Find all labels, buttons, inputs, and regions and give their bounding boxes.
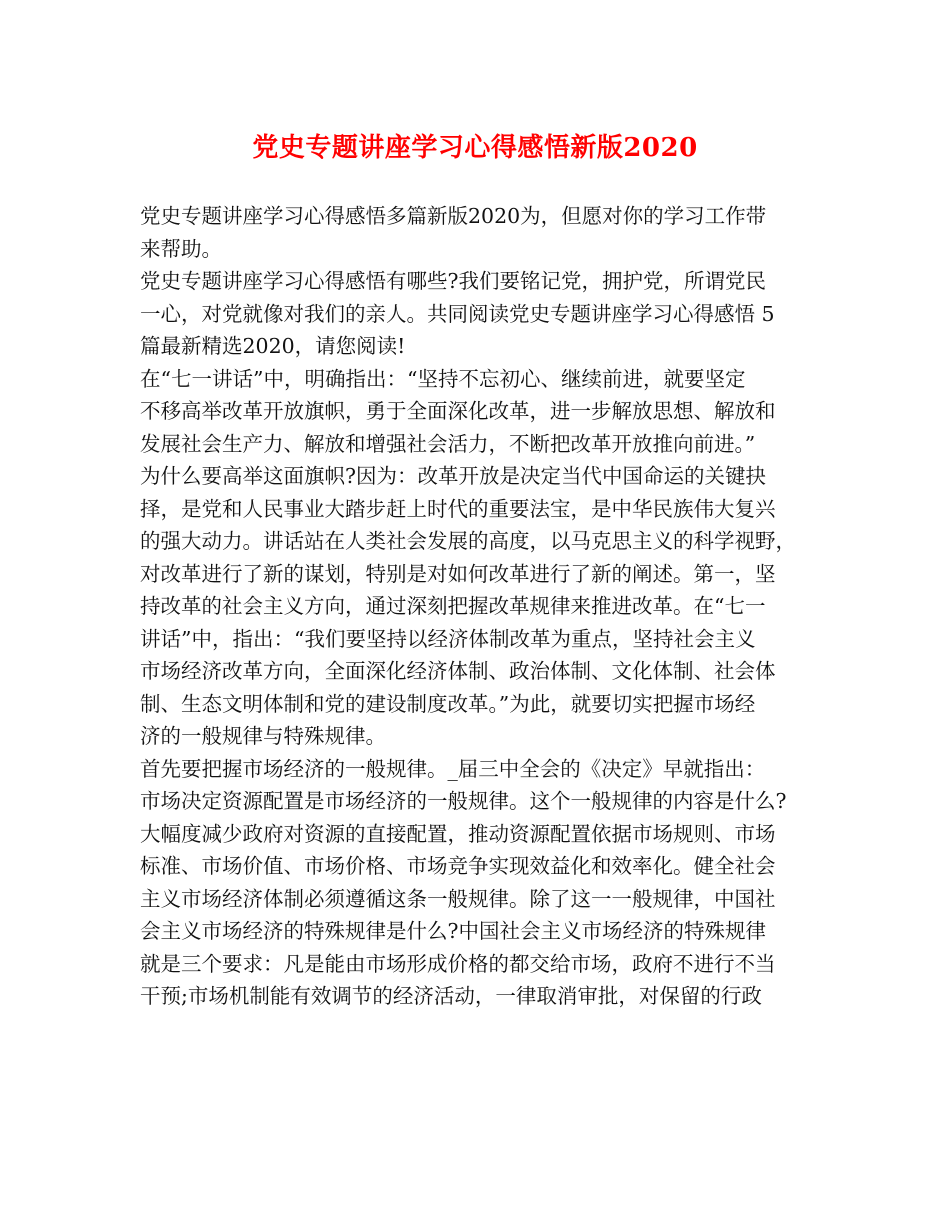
body-line: 党史专题讲座学习心得感悟有哪些?我们要铭记党，拥护党，所谓党民 (140, 269, 766, 293)
body-line: 主义市场经济体制必须遵循这条一般规律。除了这一一般规律，中国社 (140, 886, 776, 911)
body-line: 标准、市场价值、市场价格、市场竞争实现效益化和效率化。健全社会 (140, 854, 776, 878)
body-line: 会主义市场经济的特殊规律是什么?中国社会主义市场经济的特殊规律 (140, 919, 766, 943)
body-line: 对改革进行了新的谋划，特别是对如何改革进行了新的阐述。第一，坚 (140, 561, 776, 586)
body-line: 择，是党和人民事业大踏步赶上时代的重要法宝，是中华民族伟大复兴 (140, 496, 776, 521)
body-line: 来帮助。 (140, 236, 222, 261)
body-line: 制、生态文明体制和党的建设制度改革。”为此，就要切实把握市场经 (140, 691, 756, 716)
body-line: 发展社会生产力、解放和增强社会活力，不断把改革开放推向前进。” (140, 431, 756, 456)
body-line: 干预;市场机制能有效调节的经济活动，一律取消审批，对保留的行政 (140, 984, 762, 1008)
body-line: 一心，对党就像对我们的亲人。共同阅读党史专题讲座学习心得感悟 5 (140, 301, 775, 326)
body-line: 讲话”中，指出：“我们要坚持以经济体制改革为重点，坚持社会主义 (140, 626, 756, 651)
body-line: 市场决定资源配置是市场经济的一般规律。这个一般规律的内容是什么? (140, 789, 787, 813)
body-line: 篇最新精选2020，请您阅读! (140, 334, 406, 358)
document-body (140, 200, 830, 1013)
body-line: 就是三个要求：凡是能由市场形成价格的都交给市场，政府不进行不当 (140, 951, 776, 976)
body-line: 的强大动力。讲话站在人类社会发展的高度，以马克思主义的科学视野， (140, 529, 796, 553)
body-line: 市场经济改革方向，全面深化经济体制、政治体制、文化体制、社会体 (140, 659, 776, 683)
body-line: 济的一般规律与特殊规律。 (140, 724, 386, 748)
body-line: 在“七一讲话”中，明确指出：“坚持不忘初心、继续前进，就要坚定 (140, 366, 746, 391)
body-line: 党史专题讲座学习心得感悟多篇新版2020为，但愿对你的学习工作带 (140, 204, 767, 228)
body-line: 为什么要高举这面旗帜?因为：改革开放是决定当代中国命运的关键抉 (140, 464, 766, 488)
body-line: 首先要把握市场经济的一般规律。_届三中全会的《决定》早就指出： (140, 756, 766, 781)
body-line: 持改革的社会主义方向，通过深刻把握改革规律来推进改革。在“七一 (140, 594, 766, 618)
body-line: 不移高举改革开放旗帜，勇于全面深化改革，进一步解放思想、解放和 (140, 399, 776, 423)
body-line: 大幅度减少政府对资源的直接配置，推动资源配置依据市场规则、市场 (140, 821, 776, 846)
document-title: 党史专题讲座学习心得感悟新版2020 (252, 133, 698, 163)
